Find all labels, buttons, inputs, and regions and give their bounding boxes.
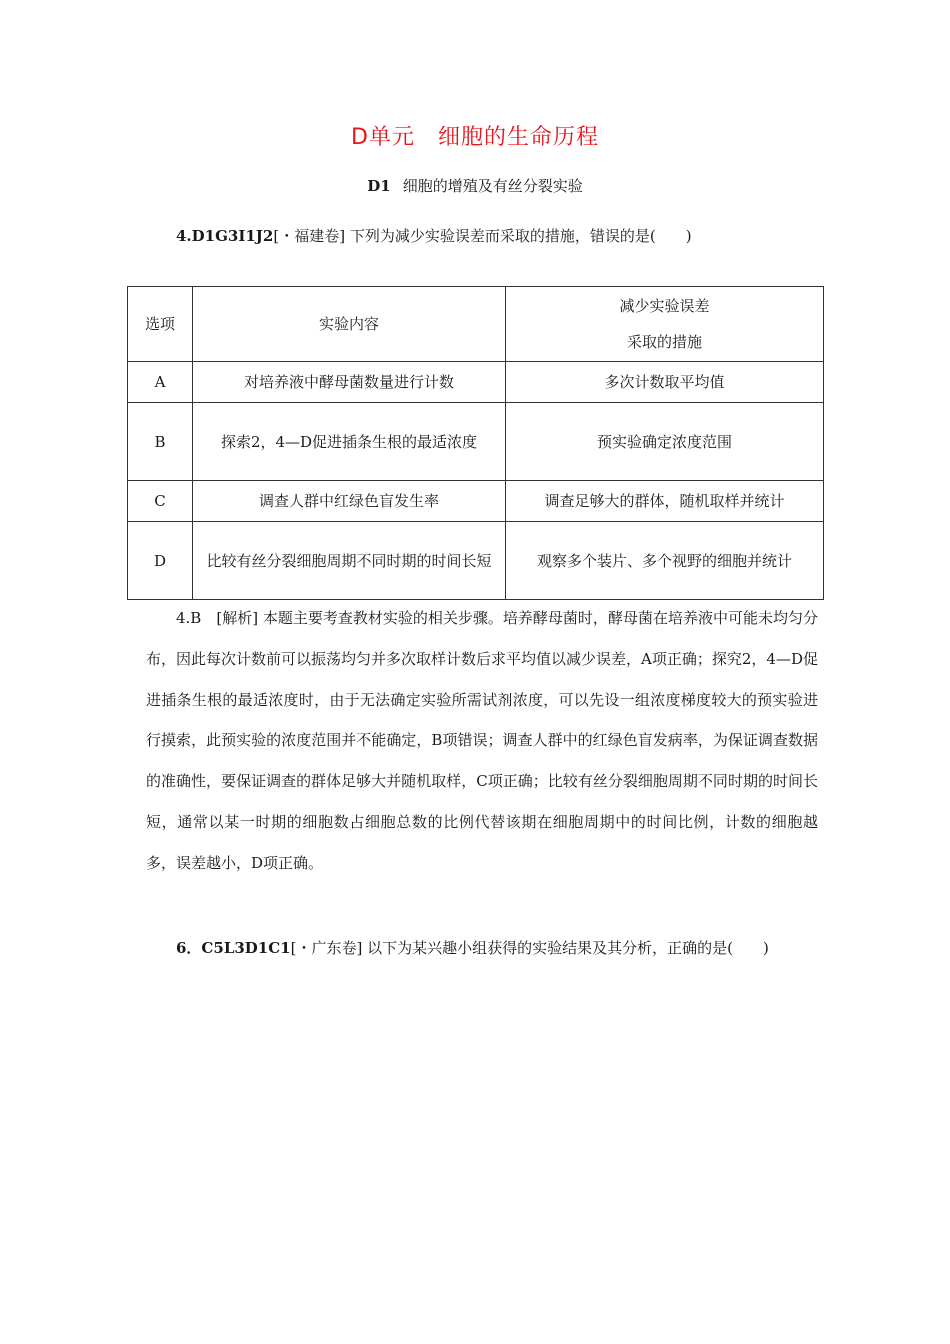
row-measure: 预实验确定浓度范围 [506, 403, 824, 481]
question-4-code: 4.D1G3I1J2 [176, 227, 274, 245]
header-measure-line2: 采取的措施 [626, 333, 702, 351]
question-6-stem: 以下为某兴趣小组获得的实验结果及其分析，正确的是( ) [367, 939, 769, 957]
table-row [128, 481, 824, 522]
question-6 [146, 928, 818, 968]
row-option: A [128, 362, 193, 403]
question-4 [176, 225, 816, 246]
row-measure: 观察多个装片、多个视野的细胞并统计 [506, 522, 824, 600]
question-6-source: [・广东卷] [290, 939, 363, 957]
section-code: D1 [367, 177, 391, 195]
row-option: B [128, 403, 193, 481]
header-content: 实验内容 [193, 287, 506, 362]
table-header-row [128, 287, 824, 362]
table-row [128, 522, 824, 600]
answer-4 [146, 598, 818, 884]
header-measure [506, 287, 824, 362]
row-option: C [128, 481, 193, 522]
row-content: 探索2，4—D促进插条生根的最适浓度 [193, 403, 506, 481]
row-content: 对培养液中酵母菌数量进行计数 [193, 362, 506, 403]
section-title: 细胞的增殖及有丝分裂实验 [402, 177, 583, 195]
question-4-source: [・福建卷] [273, 227, 346, 245]
header-option: 选项 [128, 287, 193, 362]
row-measure: 多次计数取平均值 [506, 362, 824, 403]
row-option: D [128, 522, 193, 600]
row-content: 调查人群中红绿色盲发生率 [193, 481, 506, 522]
answer-4-text: 4.B [解析] 本题主要考查教材实验的相关步骤。培养酵母菌时，酵母菌在培养液中可能未均匀分布，因此每次计数前可以振荡均匀并多次取样计数后求平均值以减少误差，A项正确；探究2，4—D促进插条生根的最适浓度时，由于无法确定实验所需试剂浓度，可以先设一组浓度梯度较大的预实验进行摸索，此预实验的浓度范围并不能确定，B项错误；调查人群中的红绿色盲发病率，为保证调查数据的准确性，要保证调查的群体足够大并随机取样，C项正确；比较有丝分裂细胞周期不同时期的时间长短，通常以某一时期的细胞数占细胞总数的比例代替该期在细胞周期中的时间比例，计数的细胞越多，误差越小，D项正确。 [146, 609, 818, 872]
table-row [128, 403, 824, 481]
row-content: 比较有丝分裂细胞周期不同时期的时间长短 [193, 522, 506, 600]
unit-title: D单元 细胞的生命历程 [351, 125, 599, 150]
section-heading [0, 175, 950, 196]
experiment-table [127, 286, 824, 600]
question-4-stem: 下列为减少实验误差而采取的措施，错误的是( ) [349, 227, 692, 245]
header-measure-line1: 减少实验误差 [619, 297, 710, 315]
table-row [128, 362, 824, 403]
question-6-code: 6．C5L3D1C1 [176, 939, 291, 957]
row-measure: 调查足够大的群体，随机取样并统计 [506, 481, 824, 522]
